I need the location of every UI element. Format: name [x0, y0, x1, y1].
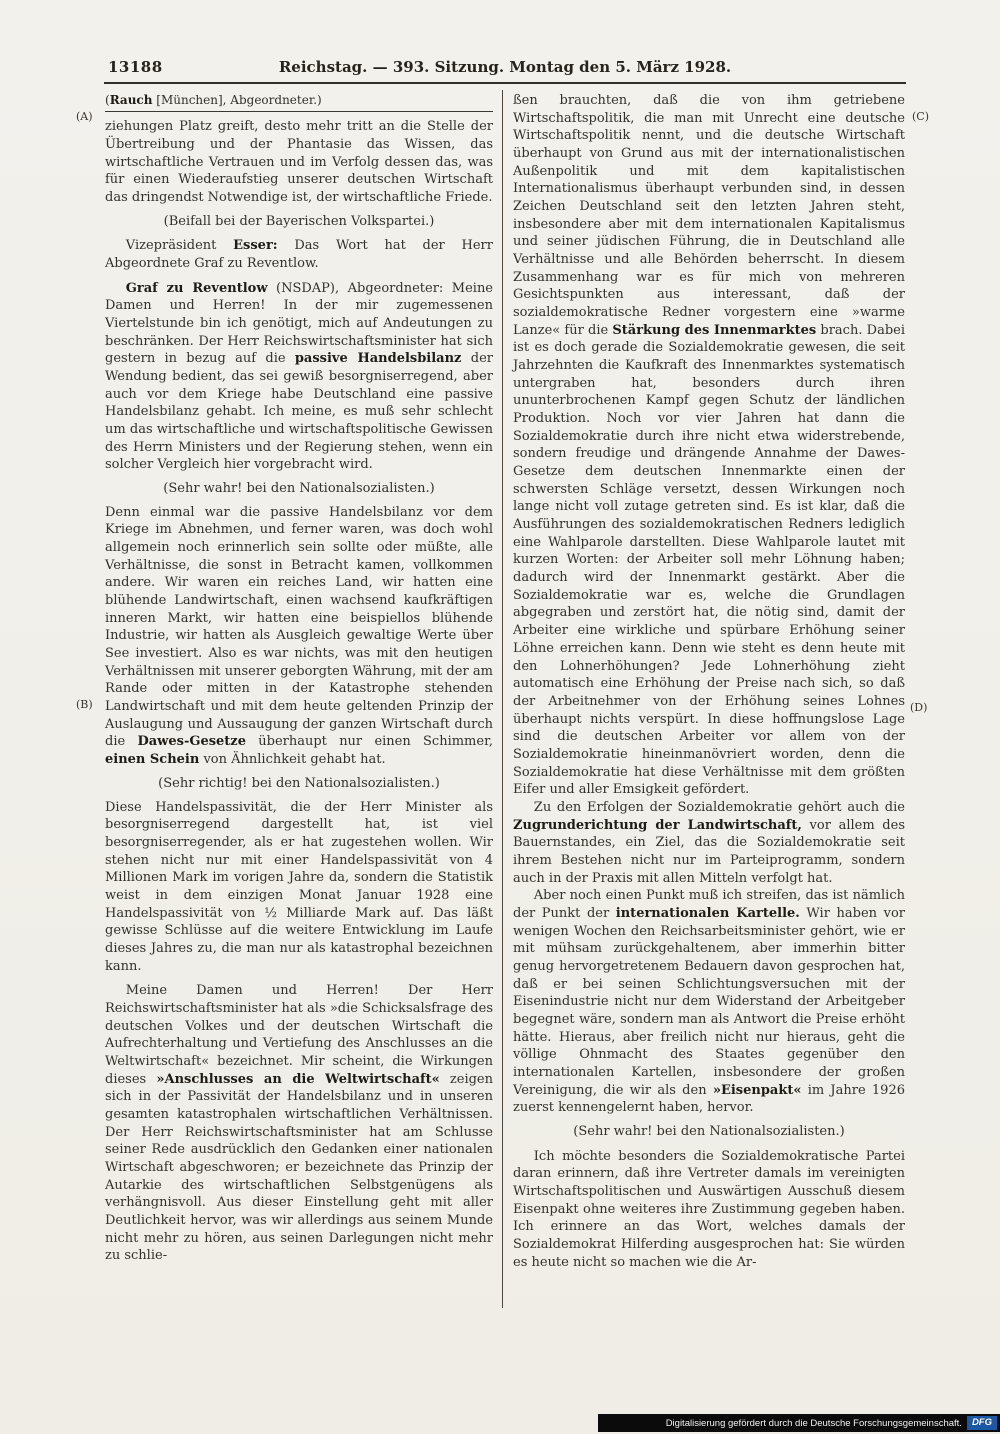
- text-segment: (NSDAP), Abgeordneter: Meine Damen und Herren! In der mir zugemessenen Viertelstunde bin ich genötigt, mich auf Andeutungen zu beschränken. Der Herr Reichswirtschaftsminister hat sich gestern in bezug auf die: [105, 280, 494, 367]
- text-segment: im Jahre 1926 zuerst kennengelernt haben, hervor.: [513, 1082, 905, 1116]
- margin-label-d: (D): [910, 701, 928, 714]
- text-segment: brach. Dabei ist es doch gerade die Sozialdemokratie gewesen, die seit Jahrzehnten die Kaufkraft des Innenmarktes systematisch untergraben hat, besonders durch ihren ununterbrochenen Kampf gegen Schutz der ländlichen Produktion. Noch vor vier Jahren hat dann die Sozialdemokratie durch ihre nicht etwa widerstrebende, sondern freudige und drängende Annahme der Dawes-Gesetze dem deutschen Innenmarkte einen der schwersten Schläge versetzt, dessen Wirkungen noch lange nicht voll zutage getreten sind. Es ist klar, daß die Ausführungen des sozialdemokratischen Redners lediglich eine Wahlparole darstellten. Diese Wahlparole lautet mit kurzen Worten: der Arbeiter soll mehr Löhnung haben; dadurch wird der Innenmarkt gestärkt. Aber die Sozialdemokratie war es, welche die Grundlagen abgegraben und zerstört hat, die nötig sind, damit der Arbeiter eine wirkliche und spürbare Erhöhung seiner Löhne erreichen kann. Denn wie steht es denn heute mit den Lohnerhöhungen? Jede Lohnerhöhung zieht automatisch eine Erhöhung der Preise nach sich, so daß der Arbeitnehmer von der Erhöhung seines Lohnes überhaupt nichts verspürt. In diese hoffnungslose Lage sind die deutschen Arbeiter vor allem von der Sozialdemokratie hineinmanövriert worden, denn die Sozialdemokratie hat diese Verhältnisse mit dem größten Eifer und aller Emsigkeit gefördert.: [513, 322, 906, 798]
- paragraph: [105, 504, 493, 769]
- text-segment: (Sehr wahr! bei den Nationalsozialisten.): [163, 481, 435, 497]
- text-segment: (Sehr richtig! bei den Nationalsozialisten.): [158, 775, 440, 791]
- margin-label-a: (A): [76, 110, 93, 123]
- stage-direction: [513, 1123, 905, 1141]
- paragraph: [513, 1148, 905, 1272]
- text-segment: [München], Abgeordneter.): [152, 93, 322, 107]
- paragraph: [105, 237, 493, 272]
- text-segment: Zugrunderichtung der Landwirtschaft,: [513, 817, 802, 833]
- paragraph: [105, 118, 493, 206]
- text-segment: Diese Handelspassivität, die der Herr Minister als besorgniserregend dargestellt hat, ist viel besorgniserregender, als er hat zugestehen wollen. Wir stehen nicht nur mit einer Handelspassivität von 4 Millionen Mark im vorigen Jahre da, sondern die Statistik weist in dem einzigen Monat Januar 1928 eine Handelspassivität von ½ Milliarde Mark auf. Das läßt gewisse Schlüsse auf die weitere Entwicklung im Laufe dieses Jahres zu, die man nur als katastrophal bezeichnen kann.: [105, 799, 493, 974]
- text-segment: Zu den Erfolgen der Sozialdemokratie gehört auch die: [533, 799, 905, 815]
- stage-direction: [105, 775, 493, 793]
- text-segment: der Wendung bedient, das sei gewiß besorgniserregend, aber auch vor dem Kriege habe Deutschland eine passive Handelsbilanz gehabt. Ich meine, es muß sehr schlecht um das wirtschaftliche und wirtschaftspolitische Gewissen des Herrn Ministers und der Regierung stehen, wenn ein solcher Vergleich hier vorgebracht wird.: [105, 351, 493, 473]
- text-segment: Das Wort hat der Herr Abgeordnete Graf zu Reventlow.: [105, 238, 493, 272]
- text-segment: »Eisenpakt«: [712, 1082, 802, 1098]
- text-segment: Aber noch einen Punkt muß ich streifen, das ist nämlich der Punkt der: [513, 888, 905, 921]
- text-segment: Meine Damen und Herren! Der Herr Reichswirtschaftsminister hat als »die Schicksalsfrage des deutschen Volkes und der deutschen Wirtschaft die Aufrechterhaltung und Vertiefung des Anschlusses an die Weltwirtschaft« bezeichnet. Mir scheint, die Wirkungen dieses: [105, 983, 493, 1087]
- paragraph: [105, 280, 493, 474]
- header-rule: [104, 82, 906, 84]
- text-segment: Dawes-Gesetze: [137, 734, 246, 750]
- margin-label-b: (B): [76, 698, 93, 711]
- left-column: [105, 92, 493, 1265]
- text-segment: ßen brauchten, daß die von ihm getriebene Wirtschaftspolitik, die man mit Unrecht eine deutsche Wirtschaftspolitik nennt, und die deutsche Wirtschaft überhaupt von Grund aus mit der internationalistischen Außenpolitik und mit dem kapitalistischen Internationalismus überhaupt verbunden sind, in dessen Zeichen Deutschland seit den letzten Jahren steht, insbesondere aber mit dem internationalen Kapitalismus und seiner jüdischen Führung, die in Deutschland alle Verhältnisse und alle Behörden beherrscht. In diesem Zusammenhang war es für mich von mehreren Gesichtspunkten aus interessant, daß der sozialdemokratische Redner vorgestern eine »warme Lanze« für die: [513, 93, 905, 338]
- text-segment: (Sehr wahr! bei den Nationalsozialisten.): [573, 1123, 845, 1139]
- stage-direction: [105, 480, 493, 498]
- paragraph: [513, 92, 905, 799]
- stage-direction: [105, 213, 493, 231]
- text-segment: Stärkung des Innenmarktes: [612, 322, 817, 338]
- paragraph: [105, 799, 493, 976]
- text-segment: (Beifall bei der Bayerischen Volkspartei.): [163, 213, 435, 229]
- text-segment: Vizepräsident: [125, 238, 234, 254]
- text-segment: vor allem des Bauernstandes, ein Ziel, das die Sozialdemokratie seit ihrem Bestehen nicht nur im Parteiprogramm, sondern auch in der Praxis mit allen Mitteln verfolgt hat.: [513, 817, 905, 886]
- session-title: Reichstag. — 393. Sitzung. Montag den 5. März 1928.: [278, 58, 732, 76]
- paragraph: [513, 887, 905, 1117]
- margin-label-c: (C): [912, 110, 929, 123]
- right-column: [513, 92, 905, 1271]
- digitization-note: Digitalisierung gefördert durch die Deutsche Forschungsgemeinschaft.: [665, 1417, 962, 1429]
- column-divider: [502, 90, 503, 1308]
- text-segment: Ich möchte besonders die Sozialdemokratische Partei daran erinnern, daß ihre Vertreter damals im vereinigten Wirtschaftspolitischen und Auswärtigen Ausschuß diesem Eisenpakt ohne weiteres ihre Zustimmung gegeben haben. Ich erinnere an das Wort, welches damals der Sozialdemokrat Hilferding ausgesprochen hat: Sie würden es heute nicht so machen wie die Ar-: [513, 1148, 905, 1270]
- text-segment: »Anschlusses an die Weltwirtschaft«: [156, 1071, 440, 1087]
- text-segment: Rauch: [109, 93, 153, 107]
- text-segment: einen Schein: [105, 752, 200, 768]
- text-segment: passive Handelsbilanz: [294, 351, 462, 367]
- text-segment: zeigen sich in der Passivität der Handelsbilanz und in unseren gesamten katastrophalen wirtschaftlichen Verhältnissen. Der Herr Reichswirtschaftsminister hat am Schlusse seiner Rede ausdrücklich den Gedanken einer nationalen Wirtschaft abgeschworen; er bezeichnete das Prinzip der Autarkie des wirtschaftlichen Selbstgenügens als verhängnisvoll. Aus dieser Einstellung geht mit aller Deutlichkeit hervor, was wir allerdings aus seinem Munde nicht mehr zu hören, aus seinen Darlegungen nicht mehr zu schlie-: [105, 1071, 493, 1264]
- paragraph: [513, 799, 905, 887]
- text-segment: ziehungen Platz greift, desto mehr tritt an die Stelle der Übertreibung und der Phantasie das Wissen, das wirtschaftliche Vertrauen und im Verfolg dessen das, was für einen Wiederaufstieg unserer deutschen Wirtschaft das dringendst Notwendige ist, der wirtschaftliche Friede.: [105, 119, 493, 205]
- text-segment: (: [105, 93, 110, 107]
- text-segment: Denn einmal war die passive Handelsbilanz vor dem Kriege im Abnehmen, und ferner waren, was doch wohl allgemein noch erinnerlich sein sollte oder müßte, alle Verhältnisse, die sonst in Betracht kamen, vollkommen andere. Wir waren ein reiches Land, wir hatten eine blühende Landwirtschaft, einen wachsend kaufkräftigen inneren Markt, wir hatten eine beispiellos blühende Industrie, wir hatten als Ausgleich gewaltige Werte über See investiert. Also es war nichts, was mit den heutigen Verhältnissen mit unserer geborgten Währung, mit der am Rande oder mitten in der Katastrophe stehenden Landwirtschaft und mit dem heute geltenden Prinzip der Auslaugung und Aussaugung der ganzen Wirtschaft durch die: [105, 504, 493, 750]
- dfg-logo: DFG: [967, 1416, 997, 1430]
- paragraph: [105, 982, 493, 1265]
- continued-speaker-note: [105, 92, 493, 112]
- text-segment: internationalen Kartelle.: [615, 905, 800, 921]
- text-segment: von Ähnlichkeit gehabt hat.: [199, 752, 386, 768]
- page-number: 13188: [108, 58, 163, 76]
- text-segment: Esser:: [233, 238, 278, 254]
- text-segment: Wir haben vor wenigen Wochen den Reichsarbeitsminister gehört, wie er mit mühsam zurückgehaltenem, aber immerhin bitter genug hervorgetretenem Bedauern davon gesprochen hat, daß er bei seinen Schlichtungsversuchen mit der Eisenindustrie nicht nur dem Widerstand der Arbeitgeber begegnet wäre, sondern man als Antwort die Preise erhöht hätte. Hieraus, aber freilich nicht nur hieraus, geht die völlige Ohnmacht des Staates gegenüber den internationalen Kartellen, insbesondere der großen Vereinigung, die wir als den: [513, 905, 905, 1098]
- text-segment: überhaupt nur einen Schimmer,: [245, 734, 493, 750]
- text-segment: Graf zu Reventlow: [125, 280, 268, 296]
- digitization-footer: [598, 1414, 1000, 1432]
